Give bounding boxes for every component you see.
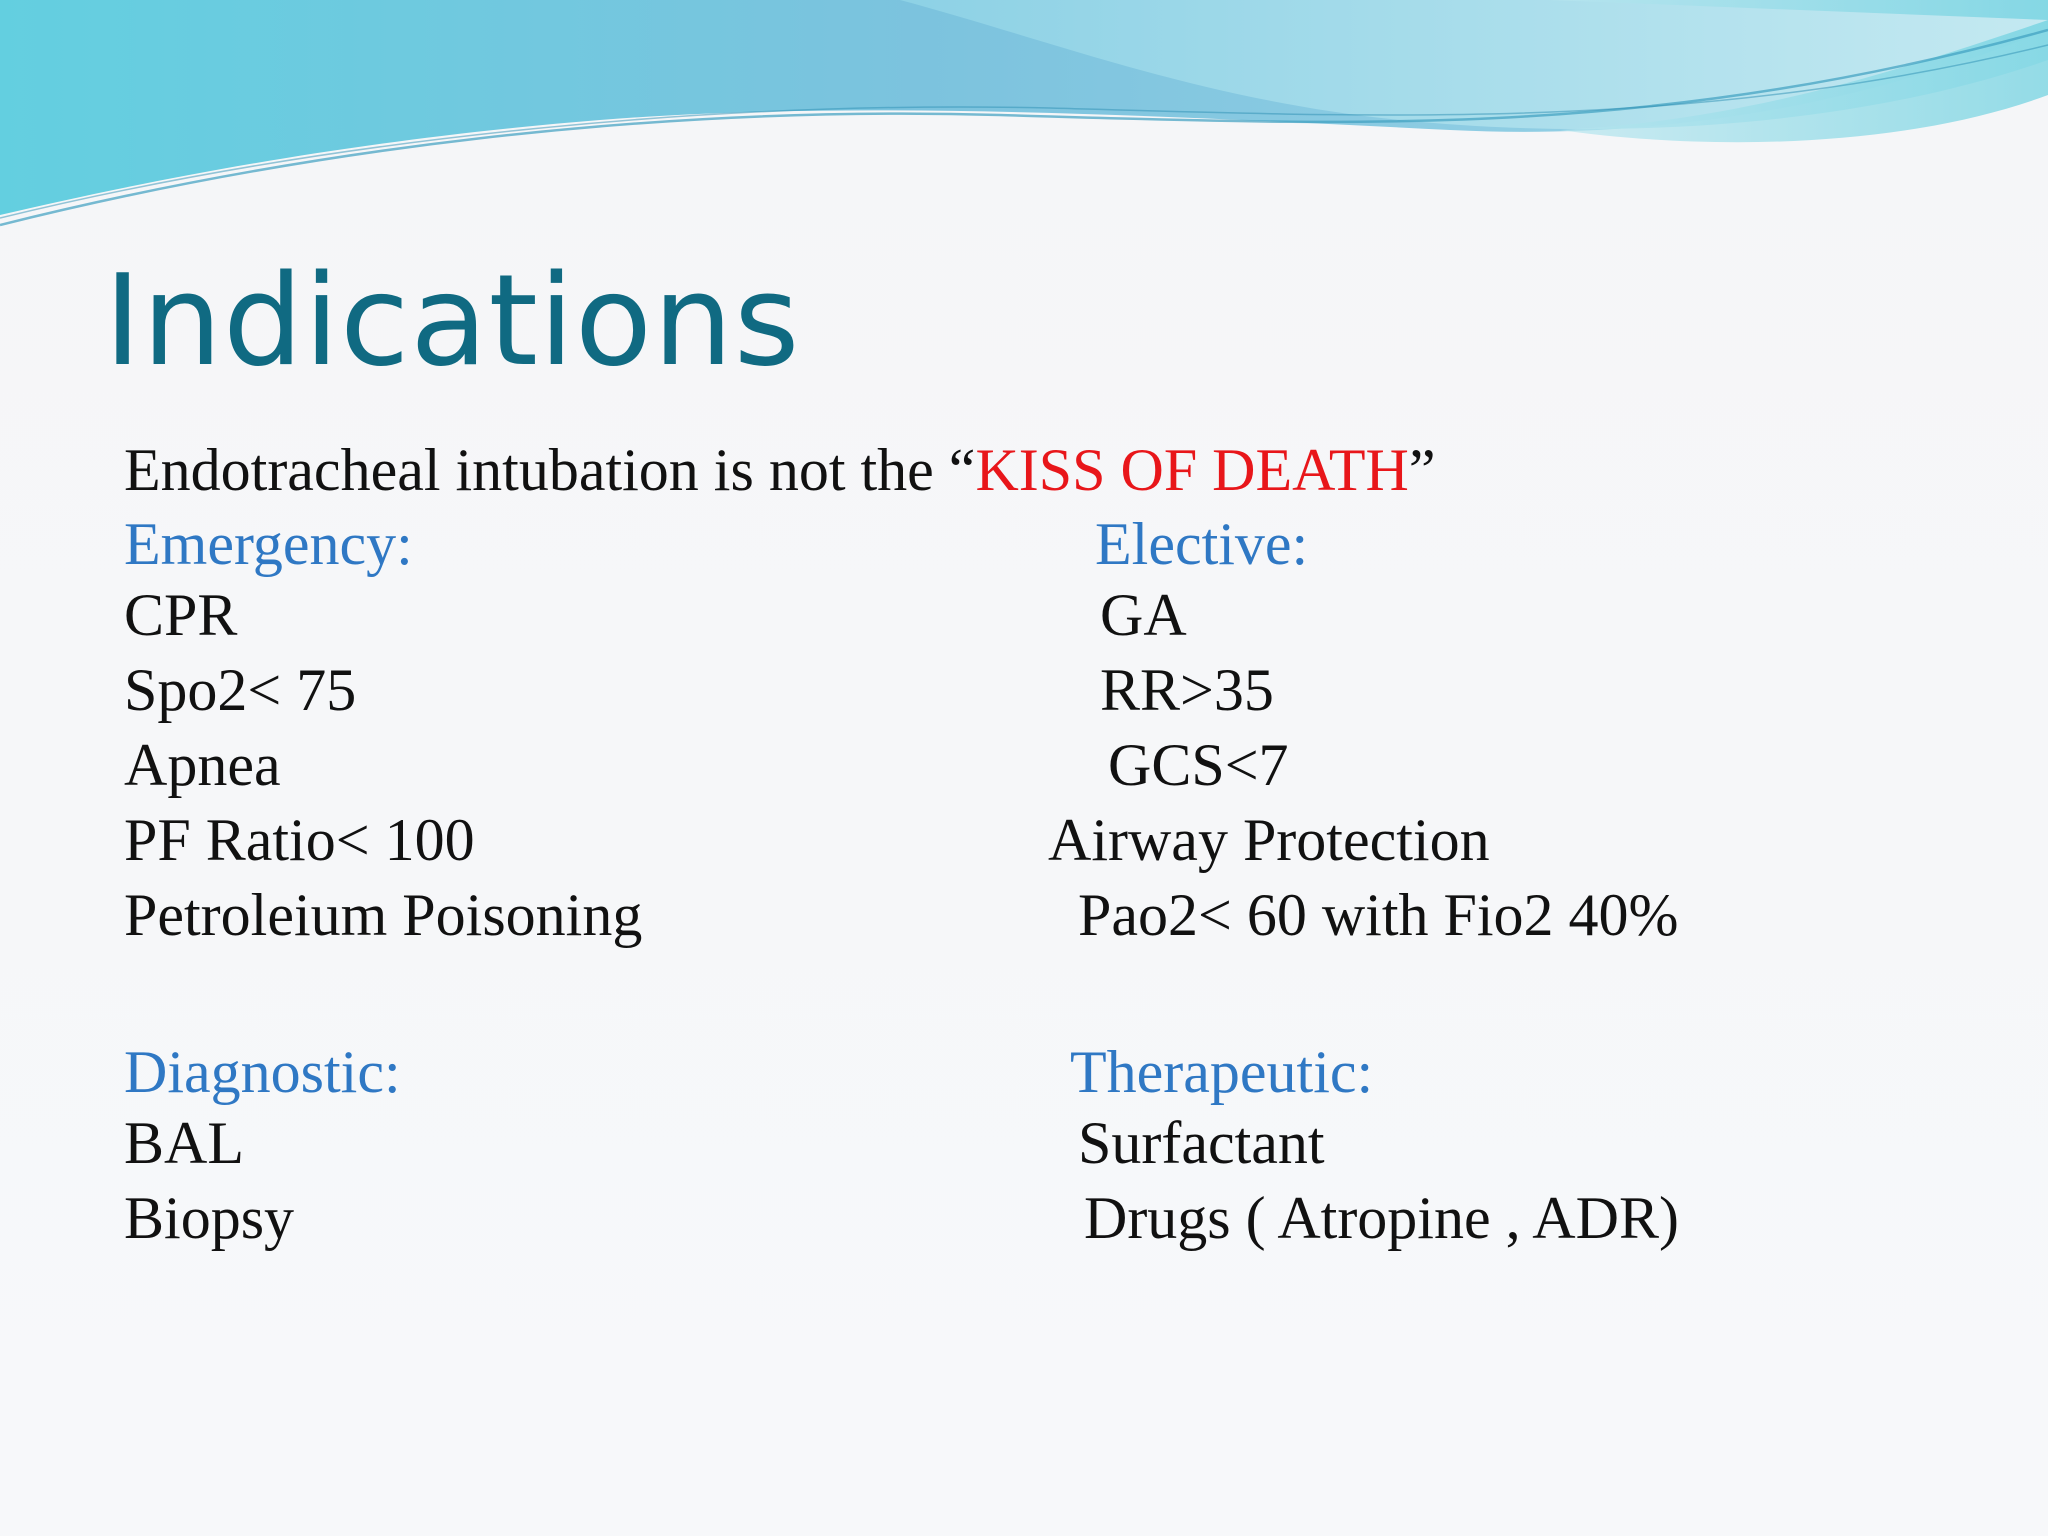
therapeutic-heading: Therapeutic: bbox=[1070, 1039, 1374, 1105]
elective-list bbox=[1048, 578, 1679, 953]
diagnostic-heading: Diagnostic: bbox=[124, 1039, 401, 1105]
list-item: BAL bbox=[124, 1110, 244, 1176]
list-item: Surfactant bbox=[1078, 1110, 1325, 1176]
list-item: Biopsy bbox=[124, 1185, 295, 1251]
list-item: GA bbox=[1100, 582, 1187, 648]
list-item: Drugs ( Atropine , ADR) bbox=[1084, 1185, 1679, 1251]
list-item: PF Ratio< 100 bbox=[124, 807, 475, 873]
intro-line bbox=[124, 437, 1436, 503]
slide-title: Indications bbox=[104, 247, 801, 394]
list-item: Spo2< 75 bbox=[124, 657, 357, 723]
intro-close-quote: ” bbox=[1408, 437, 1436, 503]
list-item: GCS<7 bbox=[1108, 732, 1289, 798]
list-item: Apnea bbox=[124, 732, 281, 798]
list-item: Airway Protection bbox=[1048, 807, 1490, 873]
therapeutic-list bbox=[1078, 1106, 1679, 1256]
diagnostic-list bbox=[124, 1106, 294, 1256]
list-item: RR>35 bbox=[1100, 657, 1274, 723]
list-item: Pao2< 60 with Fio2 40% bbox=[1078, 882, 1679, 948]
kiss-of-death-highlight: KISS OF DEATH bbox=[975, 437, 1409, 503]
list-item: Petroleium Poisoning bbox=[124, 882, 643, 948]
emergency-list bbox=[124, 578, 642, 953]
list-item: CPR bbox=[124, 582, 238, 648]
intro-text: Endotracheal intubation is not the “ bbox=[124, 437, 976, 503]
emergency-heading: Emergency: bbox=[124, 511, 413, 577]
elective-heading: Elective: bbox=[1095, 511, 1309, 577]
wave-banner bbox=[0, 0, 2048, 260]
